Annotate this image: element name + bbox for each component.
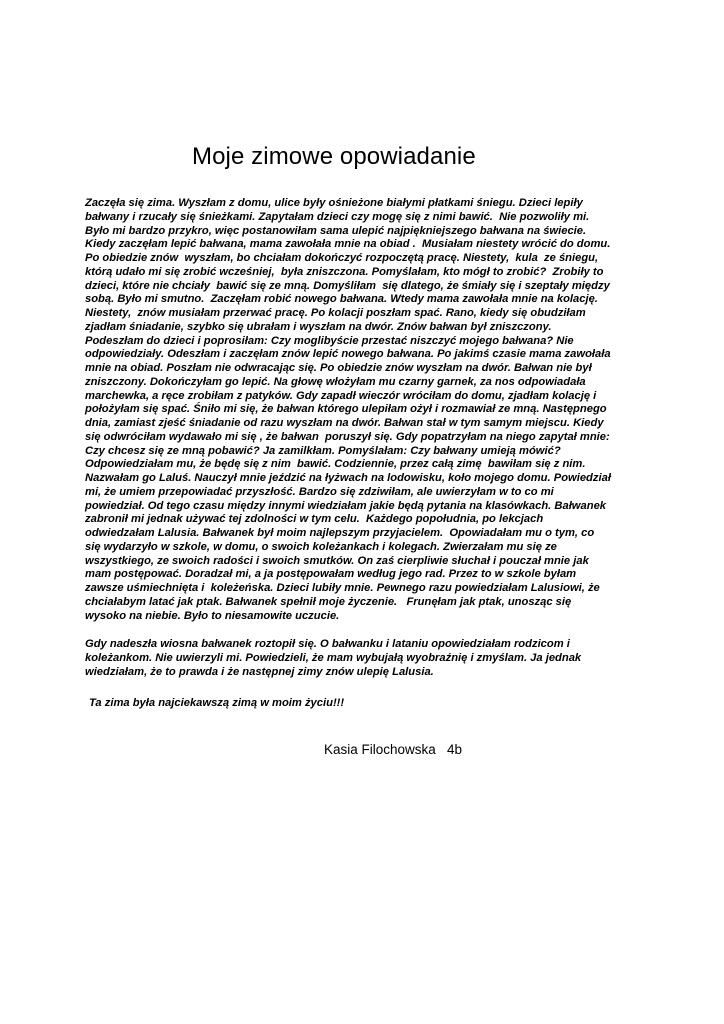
paragraph-line: zabronił mi jednak używać tej zdolności w tym celu. Każdego popołudnia, po lekcjach — [85, 513, 544, 526]
paragraph-line: odpowiedziały. Odeszłam i zaczęłam znów lepić nowego bałwana. Po jakimś czasie mama zawołała — [85, 348, 611, 361]
paragraph-line: Odpowiedziałam mu, że będę się z nim bawić. Codziennie, przez całą zimę bawiłam się z nim. — [85, 458, 586, 471]
paragraph-line: Ta zima była najciekawszą zimą w moim życiu!!! — [89, 697, 345, 709]
paragraph-line: Niestety, znów musiałam przerwać pracę. Po kolacji poszłam spać. Rano, kiedy się obudziłam — [85, 307, 586, 319]
paragraph-line: zniszczony. Dokończyłam go lepić. Na głowę włożyłam mu czarny garnek, za nos odpowiadała — [85, 375, 586, 388]
paragraph-line: mnie na obiad. Poszłam nie odwracając się. Po obiedzie znów wyszłam na dwór. Bałwan nie był — [85, 362, 592, 374]
story-paragraph-1 — [85, 197, 611, 623]
paragraph-line: koleżankom. Nie uwierzyli mi. Powiedzieli, że mam wybujałą wyobraźnię i zmyślam. Ja jednak — [85, 651, 582, 664]
paragraph-line: wiedziałam, że to prawda i że następnej zimy znów ulepię Lalusia. — [85, 665, 434, 678]
paragraph-line: marchewka, a ręce zrobiłam z patyków. Gdy zapadł wieczór wróciłam do domu, zjadłam kolację i — [85, 389, 597, 402]
paragraph-line: wysoko na niebie. Było to niesamowite uczucie. — [85, 609, 340, 622]
paragraph-line: mi, że umiem przepowiadać przyszłość. Bardzo się zdziwiłam, ale uwierzyłam w to co mi — [85, 485, 554, 498]
paragraph-line: zawsze uśmiechnięta i koleżeńska. Dzieci lubiły mnie. Pewnego razu powiedziałam Lalusiowi, że — [85, 582, 600, 594]
paragraph-line: powiedział. Od tego czasu między innymi wiedziałam jakie będą pytania na klasówkach. Bałwanek — [85, 499, 607, 512]
paragraph-line: odwiedzałam Lalusia. Bałwanek był moim najlepszym przyjacielem. Opowiadałam mu o tym, co — [85, 527, 595, 539]
paragraph-line: Podeszłam do dzieci i poprosiłam: Czy moglibyście przestać niszczyć mojego bałwana? Nie — [85, 334, 574, 347]
paragraph-line: Zaczęła się zima. Wyszłam z domu, ulice były ośnieżone białymi płatkami śniegu. Dzieci lepiły — [85, 197, 583, 209]
paragraph-line: którą udało mi się zrobić wcześniej, była zniszczona. Pomyślałam, kto mógł to zrobić? Zrobiły to — [85, 265, 604, 278]
paragraph-line: mam postępować. Doradzał mi, a ja postępowałam według jego rad. Przez to w szkole byłam — [85, 568, 577, 581]
paragraph-line: Było mi bardzo przykro, więc postanowiłam sama ulepić najpiękniejszego bałwana na świecie. — [85, 224, 587, 237]
author-signature: Kasia Filochowska 4b — [324, 742, 463, 757]
paragraph-line: Nazwałam go Laluś. Nauczył mnie jeździć na łyżwach na lodowisku, koło mojego domu. Powiedział — [85, 472, 611, 484]
paragraph-line: Kiedy zaczęłam lepić bałwana, mama zawołała mnie na obiad . Musiałam niestety wrócić do domu. — [85, 238, 611, 251]
paragraph-line: dzieci, które nie chciały bawić się ze mną. Domyśliłam się dlatego, że śmiały się i szeptały między — [85, 279, 610, 292]
story-closing-sentence — [89, 697, 344, 711]
paragraph-line: zjadłam śniadanie, szybko się ubrałam i wyszłam na dwór. Znów bałwan był zniszczony. — [85, 320, 552, 333]
paragraph-line: się wydarzyło w szkole, w domu, o swoich koleżankach i kolegach. Zwierzałam mu się ze — [85, 540, 557, 553]
paragraph-line: dnia, zamiast zjeść śniadanie od razu wyszłam na dwór. Bałwan stał w tym samym miejscu. Kiedy — [85, 417, 604, 429]
paragraph-line: Czy chcesz się ze mną pobawić? Ja zamilkłam. Pomyślałam: Czy bałwany umieją mówić? — [85, 444, 561, 457]
paragraph-line: położyłam się spać. Śniło mi się, że bałwan którego ulepiłam ożył i rozmawiał ze mną. Następnego — [85, 403, 607, 416]
paragraph-line: się odwróciłam wydawało mi się , że bałwan poruszył się. Gdy popatrzyłam na niego zapytał mnie: — [85, 430, 610, 443]
paragraph-line: Po obiedzie znów wyszłam, bo chciałam dokończyć rozpoczętą pracę. Niestety, kula ze śniegu, — [85, 252, 599, 264]
paragraph-line: Gdy nadeszła wiosna bałwanek roztopił się. O bałwanku i lataniu opowiedziałam rodzicom i — [85, 638, 570, 650]
paragraph-line: chciałabym latać jak ptak. Bałwanek spełnił moje życzenie. Frunęłam jak ptak, unosząc się — [85, 595, 572, 608]
story-paragraph-2 — [85, 638, 581, 679]
paragraph-line: sobą. Było mi smutno. Zaczęłam robić nowego bałwana. Wtedy mama zawołała mnie na kolację. — [85, 293, 598, 306]
paragraph-line: wszystkiego, ze swoich radości i swoich smutków. On zaś cierpliwie słuchał i pouczał mnie jak — [85, 554, 589, 567]
page-title: Moje zimowe opowiadanie — [192, 143, 476, 170]
paragraph-line: bałwany i rzucały się śnieżkami. Zapytałam dzieci czy mogę się z nimi bawić. Nie pozwoliły mi. — [85, 210, 590, 223]
